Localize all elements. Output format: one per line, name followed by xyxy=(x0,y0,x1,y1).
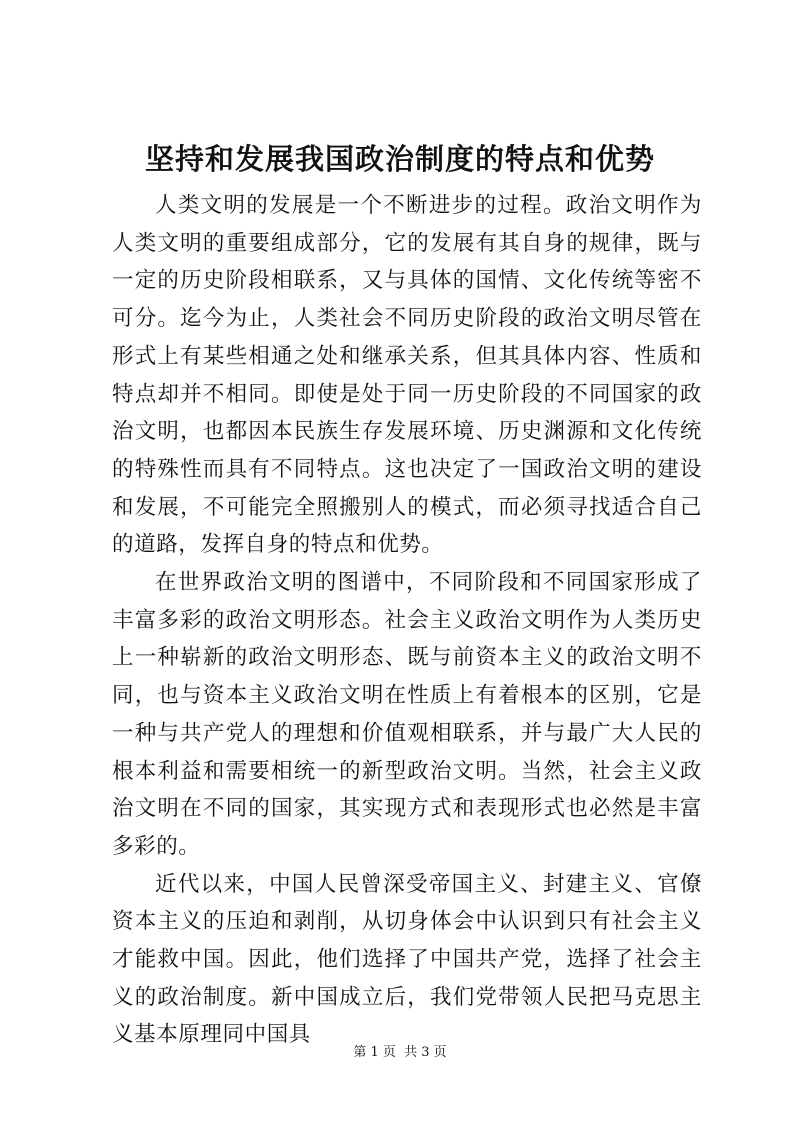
page-total: 共 3 页 xyxy=(404,1045,447,1060)
paragraph-2: 在世界政治文明的图谱中，不同阶段和不同国家形成了丰富多彩的政治文明形态。社会主义政治文明作为人类历史上一种崭新的政治文明形态、既与前资本主义的政治文明不同，也与资本主义政治文明在性质上有着根本的区别，它是一种与共产党人的理想和价值观相联系，并与最广大人民的根本利益和需要相统一的新型政治文明。当然，社会主义政治文明在不同的国家，其实现方式和表现形式也必然是丰富多彩的。 xyxy=(112,570,702,859)
page-footer xyxy=(0,1044,800,1062)
paragraph-1: 人类文明的发展是一个不断进步的过程。政治文明作为人类文明的重要组成部分，它的发展有其自身的规律，既与一定的历史阶段相联系，又与具体的国情、文化传统等密不可分。迄今为止，人类社会不同历史阶段的政治文明尽管在形式上有某些相通之处和继承关系，但其具体内容、性质和特点却并不相同。即使是处于同一历史阶段的不同国家的政治文明，也都因本民族生存发展环境、历史渊源和文化传统的特殊性而具有不同特点。这也决定了一国政治文明的建设和发展，不可能完全照搬别人的模式，而必须寻找适合自己的道路，发挥自身的特点和优势。 xyxy=(112,193,702,558)
page-number: 第 1 页 xyxy=(353,1045,396,1060)
document-body xyxy=(112,187,702,1054)
page-title: 坚持和发展我国政治制度的特点和优势 xyxy=(144,142,655,176)
paragraph-3: 近代以来，中国人民曾深受帝国主义、封建主义、官僚资本主义的压迫和剥削，从切身体会中认识到只有社会主义才能救中国。因此，他们选择了中国共产党，选择了社会主义的政治制度。新中国成立后，我们党带领人民把马克思主义基本原理同中国具 xyxy=(112,871,702,1048)
